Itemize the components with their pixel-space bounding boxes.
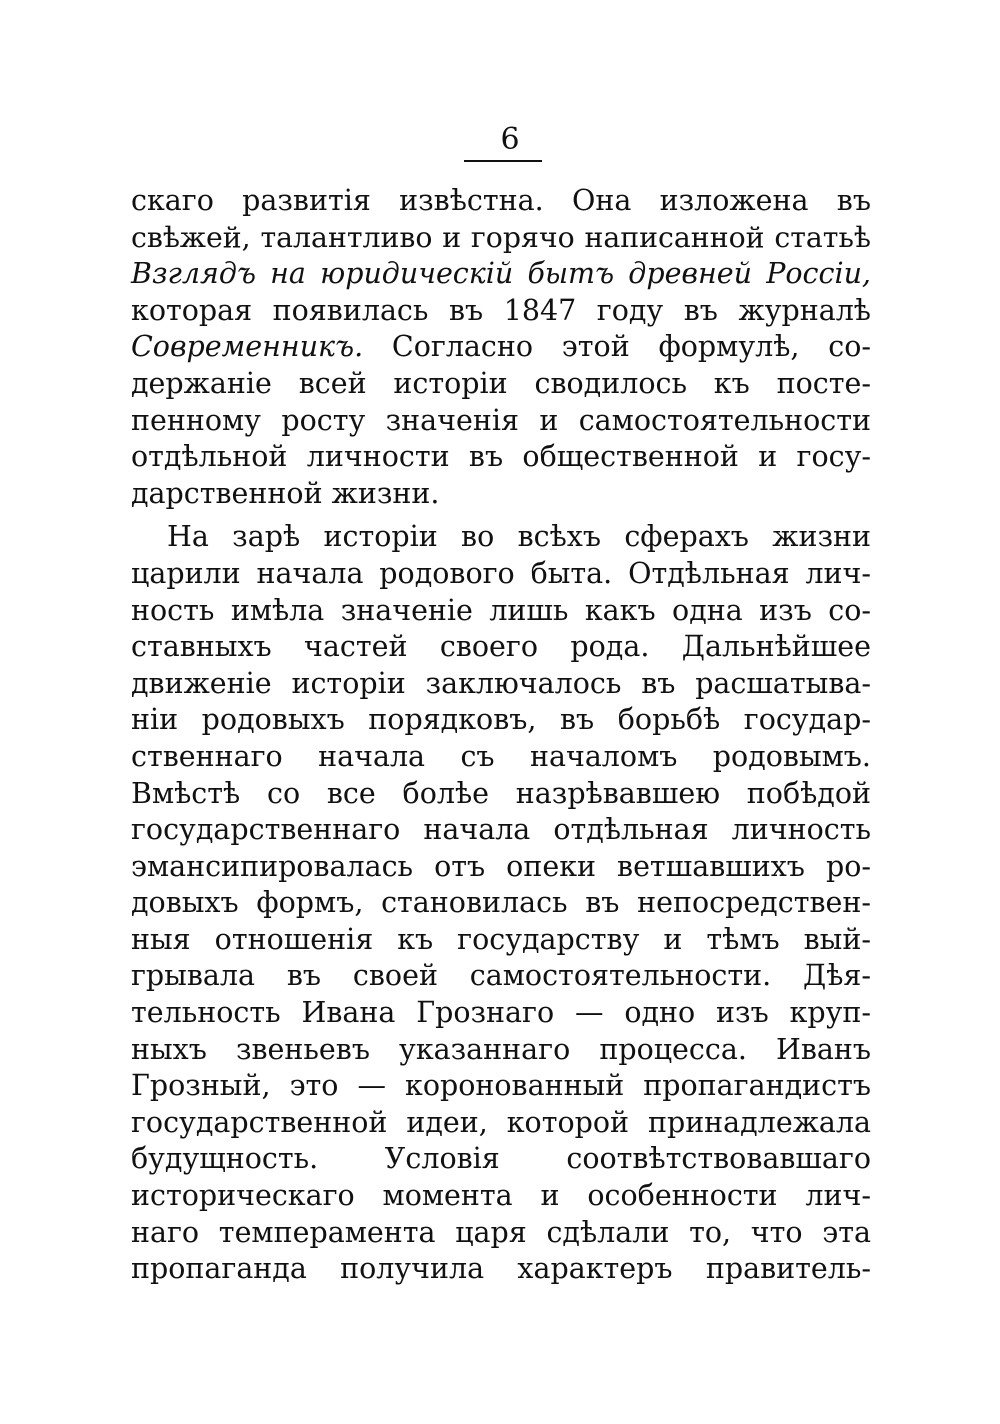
text-line-italic-title: Взглядъ на юридическій бытъ древней Россіи, (131, 257, 871, 291)
text-line: грывала въ своей самостоятельности. Дѣя- (131, 959, 871, 993)
text-line-rest: Согласно этой формулѣ, со- (363, 330, 871, 364)
text-line: государственной идеи, которой принадлежала (131, 1105, 871, 1139)
text-line: наго темперамента царя сдѣлали то, что эта (131, 1215, 871, 1249)
page-number-rule (464, 160, 542, 162)
text-line: отдѣльной личности въ общественной и госу- (131, 440, 871, 474)
page-number: 6 (500, 122, 520, 157)
text-line: пропаганда получила характеръ правитель- (131, 1252, 871, 1286)
text-line: дарственной жизни. (131, 476, 440, 510)
text-line: ныхъ звеньевъ указаннаго процесса. Иванъ (131, 1032, 871, 1066)
text-line: ность имѣла значеніе лишь какъ одна изъ со- (131, 593, 871, 627)
text-line: скаго развитія извѣстна. Она изложена въ (131, 184, 871, 217)
text-line: будущность. Условія соотвѣтствовавшаго (131, 1142, 871, 1176)
text-line: государственнаго начала отдѣльная личность (131, 813, 871, 847)
text-line: ніи родовыхъ порядковъ, въ борьбѣ государ- (131, 703, 871, 737)
text-line: историческаго момента и особенности лич- (131, 1179, 871, 1213)
text-line: Вмѣстѣ со все болѣе назрѣвавшею побѣдой (131, 776, 871, 810)
text-line: ственнаго начала съ началомъ родовымъ. (131, 739, 871, 773)
journal-title: Современникъ. (131, 330, 364, 364)
text-line: Грозный, это — коронованный пропагандистъ (131, 1069, 871, 1103)
text-line: На зарѣ исторіи во всѣхъ сферахъ жизни (167, 520, 871, 554)
text-line: пенному росту значенія и самостоятельности (131, 403, 871, 437)
paragraph-gap (131, 512, 871, 519)
text-line: ставныхъ частей своего рода. Дальнѣйшее (131, 630, 871, 664)
text-line: держаніе всей исторіи сводилось къ посте- (131, 366, 871, 400)
text-line: эмансипировалась отъ опеки ветшавшихъ ро- (131, 849, 871, 883)
body-text (131, 183, 871, 1288)
text-line: царили начала родового быта. Отдѣльная лич- (131, 556, 871, 590)
text-line: движеніе исторіи заключалось въ расшатыва- (131, 666, 871, 700)
text-line: ныя отношенія къ государству и тѣмъ вый- (131, 922, 871, 956)
text-line: свѣжей, талантливо и горячо написанной статьѣ (131, 220, 871, 254)
text-line: довыхъ формъ, становилась въ непосредствен- (131, 886, 871, 920)
text-line: которая появилась въ 1847 году въ журналѣ (131, 293, 871, 327)
text-line: тельность Ивана Грознаго — одно изъ круп- (131, 996, 871, 1030)
text-line (131, 329, 871, 366)
